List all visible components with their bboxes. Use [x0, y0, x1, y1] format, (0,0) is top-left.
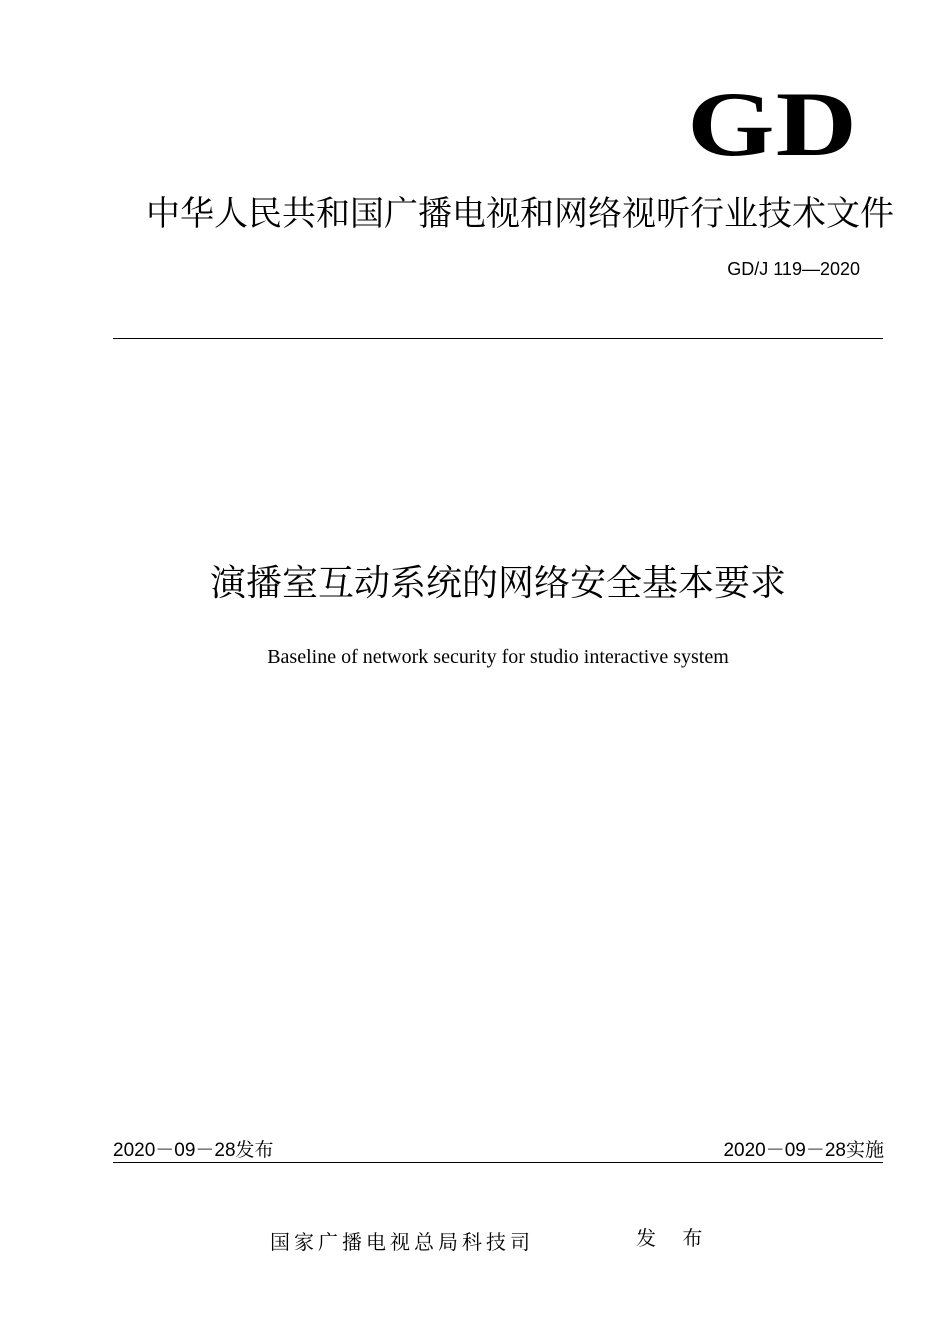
standard-number: GD/J 119—2020 [727, 259, 860, 279]
publish-label: 发布 [235, 1139, 274, 1161]
effective-date-line [723, 1137, 884, 1164]
publish-date-line [113, 1137, 274, 1164]
issuer-category-heading: 中华人民共和国广播电视和网络视听行业技术文件 [146, 194, 894, 234]
gd-logo: GD [687, 73, 858, 175]
bottom-divider [113, 1162, 883, 1163]
top-divider [113, 338, 883, 339]
issuing-authority: 国家广播电视总局科技司 [270, 1230, 534, 1254]
effective-label: 实施 [845, 1139, 884, 1161]
effective-date: 2020－09－28 [723, 1140, 846, 1161]
document-title-english: Baseline of network security for studio interactive system [267, 646, 729, 668]
document-title-chinese: 演播室互动系统的网络安全基本要求 [209, 563, 786, 604]
publish-date: 2020－09－28 [113, 1140, 236, 1161]
issued-label: 发 布 [636, 1226, 713, 1250]
